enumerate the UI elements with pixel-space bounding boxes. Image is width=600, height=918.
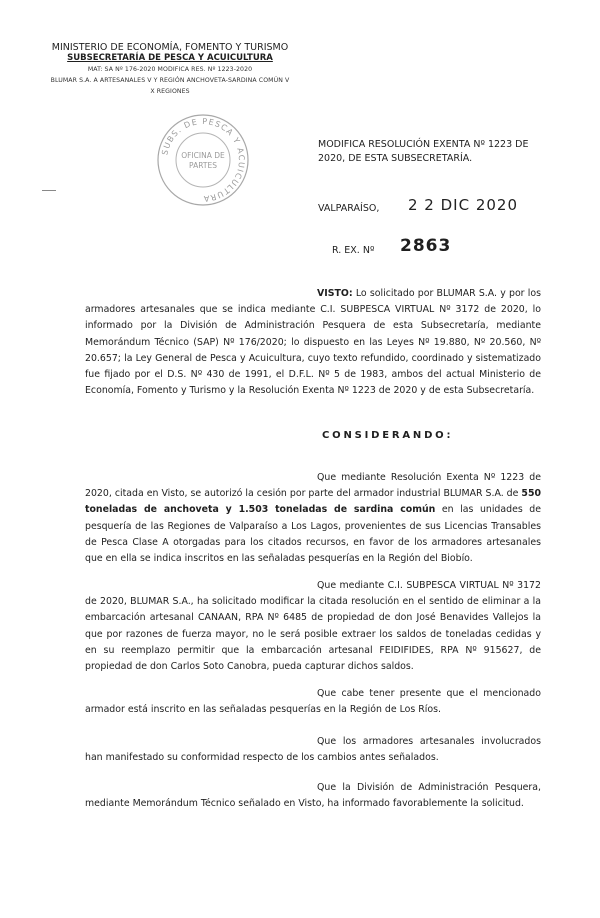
visto-text: Lo solicitado por BLUMAR S.A. y por los armadores artesanales que se indica mediante C.I. SUBPESCA VIRTUAL Nº 3172 de 2020, lo informado por la División de Administración Pesquera de esta Subsecretaría, mediante Memorándum Técnico (SAP) Nº 176/2020; lo dispuesto en las Leyes Nº 19.880, Nº 20.560, Nº 20.657; la Ley General de Pesca y Acuicultura, cuyo texto refundido, coordinado y sistematizado fue fijado por el D.S. Nº 430 de 1991, el D.F.L. Nº 5 de 1983, ambos del actual Ministerio de Economía, Fomento y Turismo y la Resolución Exenta Nº 1223 de 2020 y de esta Subsecretaría. <box>85 288 541 397</box>
date-stamp: 2 2 DIC 2020 <box>408 196 519 214</box>
considerando-2-text: Que mediante C.I. SUBPESCA VIRTUAL Nº 3172 de 2020, BLUMAR S.A., ha solicitado modificar la citada resolución en el sentido de eliminar a la embarcación artesanal CANAAN, RPA Nº 6485 de propiedad de don José Benavides Vallejos la que por razones de fuerza mayor, no le será posible extraer los saldos de toneladas cedidas y en su reemplazo permitir que la embarcación artesanal FEIDIFIDES, RPA Nº 915627, de propiedad de don Carlos Soto Canobra, pueda capturar dichos saldos. <box>85 580 541 673</box>
considerando-4-text: Que los armadores artesanales involucrados han manifestado su conformidad respecto de los cambios antes señalados. <box>85 736 541 764</box>
visto-paragraph <box>85 286 541 399</box>
resolution-number: 2863 <box>400 236 452 256</box>
considerando-1-bold: 550 toneladas de anchoveta y 1.503 toneladas de sardina común <box>85 488 541 516</box>
ref-line-1: MAT: SA Nº 176-2020 MODIFICA RES. Nº 1223-2020 <box>87 66 253 73</box>
subsecretaria-name: SUBSECRETARÍA DE PESCA Y ACUICULTURA <box>67 53 273 63</box>
place: VALPARAÍSO, <box>318 203 380 214</box>
office-stamp <box>155 112 251 208</box>
considerando-5 <box>85 780 541 812</box>
considerando-5-text: Que la División de Administración Pesquera, mediante Memorándum Técnico señalado en Visto, ha informado favorablemente la solicitud. <box>85 782 541 810</box>
considerando-3 <box>85 686 541 718</box>
considerando-2 <box>85 578 541 675</box>
resolution-label: R. EX. Nº <box>332 245 375 256</box>
stamp-center-line-2: PARTES <box>189 161 217 170</box>
considerando-1 <box>85 470 541 567</box>
considerando-1-c: en las unidades de pesquería de las Regiones de Valparaíso a Los Lagos, provenientes de sus Licencias Transables de Pesca Clase A otorgadas para los citados recursos, en favor de los armadores artesanales que en ella se indica inscritos en las señaladas pesquerías en la Región del Biobío. <box>85 504 541 565</box>
margin-mark <box>42 190 56 191</box>
considerando-title: CONSIDERANDO: <box>322 430 454 441</box>
letterhead <box>40 42 300 97</box>
resolution-subject: MODIFICA RESOLUCIÓN EXENTA Nº 1223 DE 2020, DE ESTA SUBSECRETARÍA. <box>318 139 529 164</box>
considerando-4 <box>85 734 541 766</box>
visto-label: VISTO: <box>317 288 353 299</box>
stamp-ring-text: SUBS. DE PESCA Y ACUICULTURA <box>160 116 247 204</box>
ref-line-2: BLUMAR S.A. A ARTESANALES V Y REGIÓN ANCHOVETA-SARDINA COMÚN V <box>50 77 290 84</box>
stamp-outer-ring <box>158 115 248 205</box>
stamp-center-line-1: OFICINA DE <box>181 151 225 160</box>
considerando-3-text: Que cabe tener presente que el mencionado armador está inscrito en las señaladas pesquerías en la Región de Los Ríos. <box>85 688 541 716</box>
considerando-1-a: Que mediante Resolución Exenta Nº 1223 de 2020, citada en Visto, se autorizó la cesión por parte del armador industrial BLUMAR S.A. de <box>85 472 541 500</box>
ref-line-3: X REGIONES <box>150 88 190 95</box>
stamp-inner-ring <box>176 133 230 187</box>
ministry-name: MINISTERIO DE ECONOMÍA, FOMENTO Y TURISMO <box>51 42 289 53</box>
